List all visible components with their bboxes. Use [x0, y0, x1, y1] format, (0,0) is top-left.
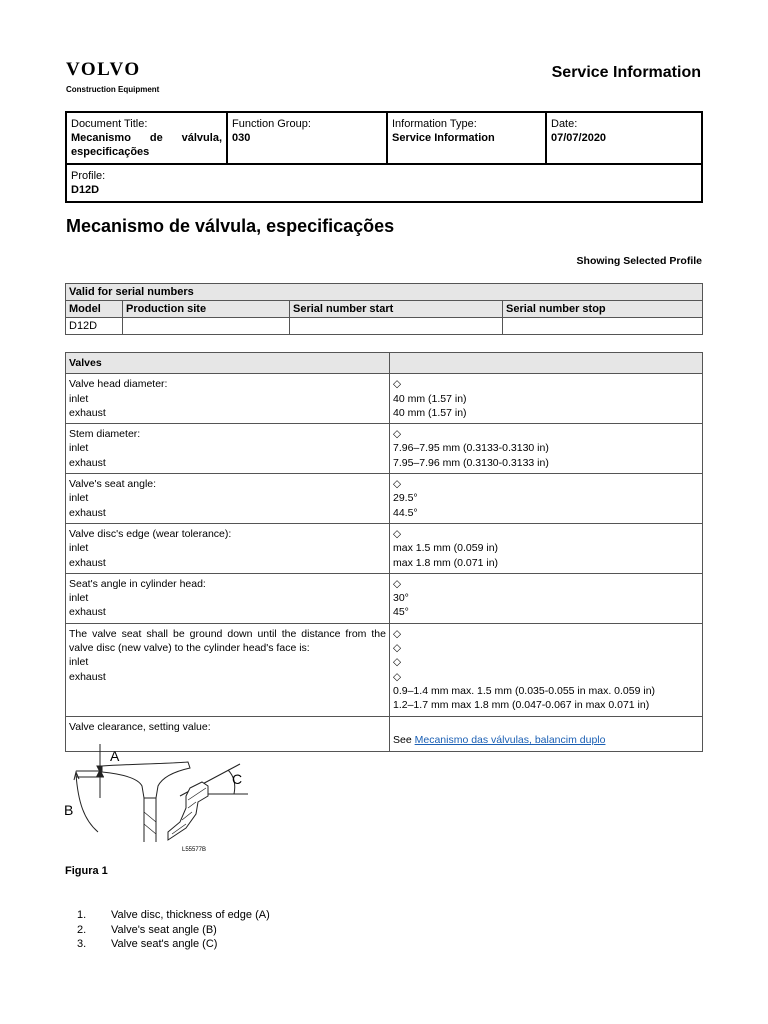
diamond-icon: ◇ [393, 378, 402, 391]
valve-head [102, 762, 190, 798]
serial-cell-stop [503, 318, 703, 335]
serial-cell-start [290, 318, 503, 335]
spec-label: exhaust [69, 606, 106, 619]
profile-note: Showing Selected Profile [576, 255, 702, 267]
label-a: A [110, 748, 120, 764]
figure-code: L55577B [182, 847, 207, 853]
spec-label: inlet [69, 592, 89, 605]
serial-col-start: Serial number start [290, 301, 503, 318]
figure-caption: Figura 1 [65, 865, 108, 877]
brand-division: Construction Equipment [66, 85, 160, 94]
spec-value: 7.95–7.96 mm (0.3130-0.3133 in) [393, 456, 549, 469]
table-row [66, 474, 703, 524]
serial-caption: Valid for serial numbers [66, 284, 703, 301]
spec-value: 1.2–1.7 mm max 1.8 mm (0.047-0.067 in max 0.071 in) [393, 699, 650, 712]
spec-label: inlet [69, 656, 89, 669]
function-group-cell [227, 112, 387, 164]
serial-cell-model: D12D [66, 318, 123, 335]
list-item [77, 937, 270, 952]
see-text: See [393, 734, 412, 747]
spec-value: 29.5° [393, 492, 418, 505]
list-item [77, 923, 270, 938]
serial-col-site: Production site [123, 301, 290, 318]
spec-label: inlet [69, 442, 89, 455]
spec-value: 0.9–1.4 mm max. 1.5 mm (0.035-0.055 in max. 0.059 in) [393, 684, 656, 697]
serial-numbers-table [65, 283, 703, 335]
diamond-icon: ◇ [393, 527, 402, 540]
valve-stem [144, 798, 156, 842]
spec-value: 40 mm (1.57 in) [393, 406, 467, 419]
valves-spec-table [65, 352, 703, 752]
table-row [66, 523, 703, 573]
spec-header-valves: Valves [66, 353, 390, 374]
diamond-icon: ◇ [393, 627, 402, 640]
spec-value: max 1.8 mm (0.071 in) [393, 556, 499, 569]
table-row [66, 623, 703, 716]
diamond-icon: ◇ [393, 428, 402, 441]
serial-col-stop: Serial number stop [503, 301, 703, 318]
legend-number: 3. [77, 938, 87, 950]
figure-legend [77, 908, 270, 952]
service-information-title: Service Information [551, 64, 701, 81]
table-row [66, 424, 703, 474]
function-group-value: 030 [232, 132, 251, 144]
clearance-label: Valve clearance, setting value: [66, 716, 390, 751]
spec-value: 44.5° [393, 506, 418, 519]
legend-number: 1. [77, 909, 87, 921]
spec-label: Seat's angle in cylinder head: [69, 577, 206, 590]
spec-value: 45° [393, 606, 409, 619]
document-header-table [65, 111, 703, 203]
label-b: B [64, 802, 74, 818]
spec-label: Valve head diameter: [69, 378, 168, 391]
legend-text: Valve's seat angle (B) [111, 923, 217, 936]
table-row [66, 573, 703, 623]
page-title: Mecanismo de válvula, especificações [66, 216, 395, 236]
volvo-logo [66, 60, 159, 94]
table-row [66, 318, 703, 335]
spec-value: max 1.5 mm (0.059 in) [393, 542, 499, 555]
info-type-label: Information Type: [392, 118, 477, 130]
legend-number: 2. [77, 923, 87, 936]
spec-label: exhaust [69, 506, 106, 519]
spec-label: The valve seat shall be ground down until the distance from the valve disc (new valve) to the cylinder head's face is: [69, 627, 386, 655]
label-c: C [232, 771, 243, 787]
profile-value: D12D [71, 184, 100, 196]
valve-diagram [62, 742, 252, 858]
diamond-icon: ◇ [393, 577, 402, 590]
spec-label: Valve's seat angle: [69, 478, 157, 491]
date-value: 07/07/2020 [551, 132, 607, 144]
spec-label: exhaust [69, 456, 106, 469]
serial-col-model: Model [66, 301, 123, 318]
diamond-icon: ◇ [393, 656, 402, 669]
brand-name: VOLVO [66, 59, 141, 80]
spec-value: 30° [393, 592, 409, 605]
legend-text: Valve disc, thickness of edge (A) [111, 909, 270, 921]
diamond-icon: ◇ [393, 642, 402, 655]
function-group-label: Function Group: [232, 118, 311, 130]
spec-label: exhaust [69, 556, 106, 569]
spec-label: Stem diameter: [69, 428, 141, 441]
spec-header-empty [390, 353, 703, 374]
legend-text: Valve seat's angle (C) [111, 938, 218, 950]
info-type-value: Service Information [392, 132, 495, 144]
list-item [77, 908, 270, 923]
date-label: Date: [551, 118, 578, 130]
doc-title-label: Document Title: [71, 118, 148, 130]
diamond-icon: ◇ [393, 670, 402, 683]
spec-label: exhaust [69, 406, 106, 419]
doc-title-cell [66, 112, 227, 164]
info-type-cell [387, 112, 546, 164]
table-row [66, 374, 703, 424]
spec-value: 40 mm (1.57 in) [393, 392, 467, 405]
profile-label: Profile: [71, 170, 106, 182]
spec-value: 7.96–7.95 mm (0.3133-0.3130 in) [393, 442, 549, 455]
spec-label: exhaust [69, 670, 106, 683]
dimension-arc-b [76, 774, 98, 832]
diamond-icon: ◇ [393, 478, 402, 491]
spec-label: inlet [69, 392, 89, 405]
stem-hatch [144, 812, 156, 834]
date-cell [546, 112, 702, 164]
spec-label: inlet [69, 542, 89, 555]
spec-label: inlet [69, 492, 89, 505]
profile-cell [66, 164, 702, 202]
serial-cell-site [123, 318, 290, 335]
doc-title-value: Mecanismo de válvula, especificações [71, 132, 222, 158]
valve-mechanism-link[interactable]: Mecanismo das válvulas, balancim duplo [414, 734, 606, 747]
spec-label: Valve disc's edge (wear tolerance): [69, 527, 232, 540]
